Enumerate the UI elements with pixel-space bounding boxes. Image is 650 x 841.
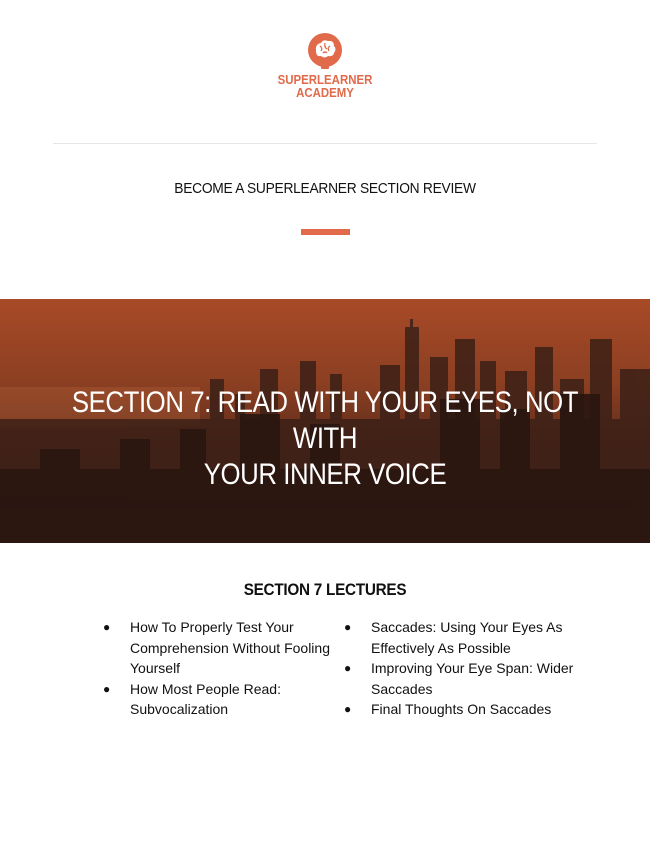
bullet: ● <box>103 681 111 696</box>
list-item <box>344 617 576 658</box>
list-item <box>103 679 335 720</box>
lectures-heading: SECTION 7 LECTURES <box>243 580 407 599</box>
hero-title <box>46 385 605 493</box>
logo-line-1: SUPERLEARNER <box>277 72 373 87</box>
bullet: ● <box>103 620 111 634</box>
lecture-title: Improving Your Eye Span: Wider Saccades <box>371 660 574 697</box>
list-item <box>103 617 335 679</box>
bullet: ● <box>344 702 352 716</box>
hero-title-line-1: SECTION 7: READ WITH YOUR EYES, NOT WITH <box>71 386 579 455</box>
academy-logo <box>0 32 650 99</box>
lecture-title: How To Properly Test Your Comprehension Without Fooling Yourself <box>130 619 330 676</box>
lecture-title: Final Thoughts On Saccades <box>371 701 552 717</box>
logo-line-2: ACADEMY <box>296 85 354 100</box>
bullet: ● <box>344 620 352 634</box>
list-item <box>344 658 576 699</box>
list-item <box>344 699 576 720</box>
bullet: ● <box>344 661 352 675</box>
hero-banner <box>0 299 650 543</box>
hero-title-line-2: YOUR INNER VOICE <box>203 458 447 491</box>
section-review-title: BECOME A SUPERLEARNER SECTION REVIEW <box>174 180 476 197</box>
lectures-list-left <box>103 617 335 720</box>
lecture-title: How Most People Read: Subvocalization <box>130 680 281 717</box>
lectures-list-right <box>344 617 576 720</box>
lecture-title: Saccades: Using Your Eyes As Effectively As Possible <box>371 619 563 656</box>
accent-bar <box>301 229 350 235</box>
divider <box>53 143 597 144</box>
brain-lightbulb-icon <box>305 32 345 72</box>
